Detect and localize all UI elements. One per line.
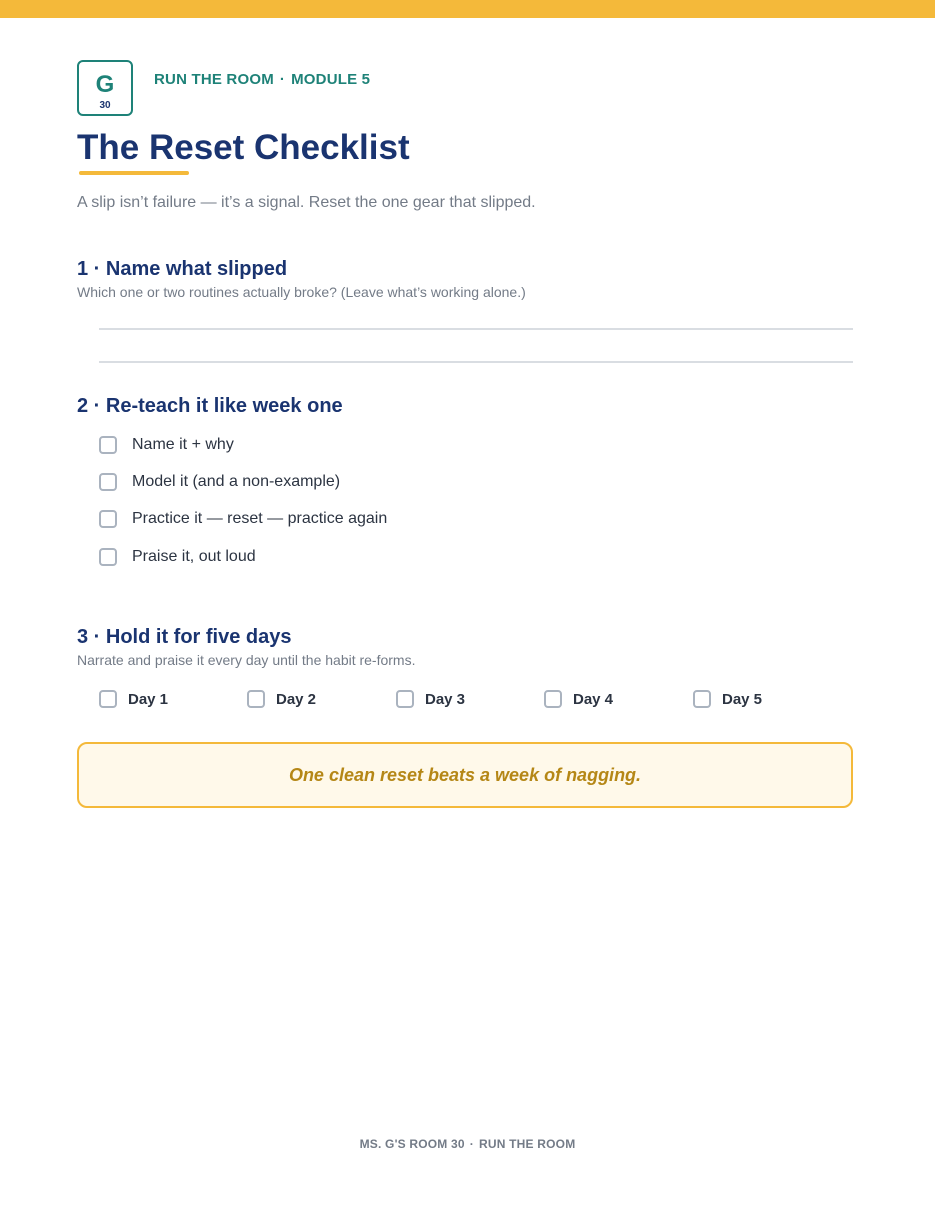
day-5-label: Day 5 (722, 691, 763, 708)
section-1-heading: 1 · Name what slipped (77, 258, 288, 280)
reminder-callout (77, 742, 853, 808)
section-1-description: Which one or two routines actually broke? (Leave what’s working alone.) (77, 284, 526, 300)
eyebrow-series: RUN THE ROOM (154, 71, 274, 88)
page-footer (0, 1137, 935, 1151)
footer-series: RUN THE ROOM (479, 1137, 576, 1151)
day-3-checkbox[interactable] (396, 690, 414, 708)
title-underline (79, 171, 189, 175)
eyebrow-label (154, 71, 370, 88)
eyebrow-separator: · (279, 71, 286, 88)
room-logo-badge (77, 60, 133, 116)
footer-separator: · (469, 1137, 474, 1151)
checklist-item-label: Practice it — reset — practice again (132, 510, 388, 527)
callout-text: One clean reset beats a week of nagging. (288, 764, 642, 785)
page-subtitle: A slip isn’t failure — it’s a signal. Reset the one gear that slipped. (77, 194, 536, 211)
top-accent-bar (0, 0, 935, 18)
day-3-label: Day 3 (425, 691, 466, 708)
checklist-checkbox[interactable] (99, 548, 117, 566)
day-2-label: Day 2 (276, 691, 317, 708)
logo-letter: G (95, 71, 115, 98)
logo-room-number: 30 (99, 100, 111, 111)
day-2-checkbox[interactable] (247, 690, 265, 708)
checklist-item-label: Praise it, out loud (132, 548, 256, 565)
checklist-checkbox[interactable] (99, 436, 117, 454)
day-4-checkbox[interactable] (544, 690, 562, 708)
checklist-checkbox[interactable] (99, 510, 117, 528)
section-3-description: Narrate and praise it every day until the habit re-forms. (77, 652, 416, 668)
checklist-item-label: Name it + why (132, 436, 234, 453)
write-in-line-1[interactable] (99, 328, 853, 330)
day-1-label: Day 1 (128, 691, 169, 708)
eyebrow-module: MODULE 5 (291, 71, 371, 88)
checklist-item-label: Model it (and a non-example) (132, 473, 341, 490)
day-1-checkbox[interactable] (99, 690, 117, 708)
write-in-line-2[interactable] (99, 361, 853, 363)
page-title: The Reset Checklist (77, 128, 410, 167)
section-2-heading: 2 · Re-teach it like week one (77, 395, 343, 417)
day-4-label: Day 4 (573, 691, 614, 708)
section-3-heading: 3 · Hold it for five days (77, 626, 292, 648)
day-5-checkbox[interactable] (693, 690, 711, 708)
footer-room: MS. G'S ROOM 30 (359, 1137, 465, 1151)
checklist-checkbox[interactable] (99, 473, 117, 491)
